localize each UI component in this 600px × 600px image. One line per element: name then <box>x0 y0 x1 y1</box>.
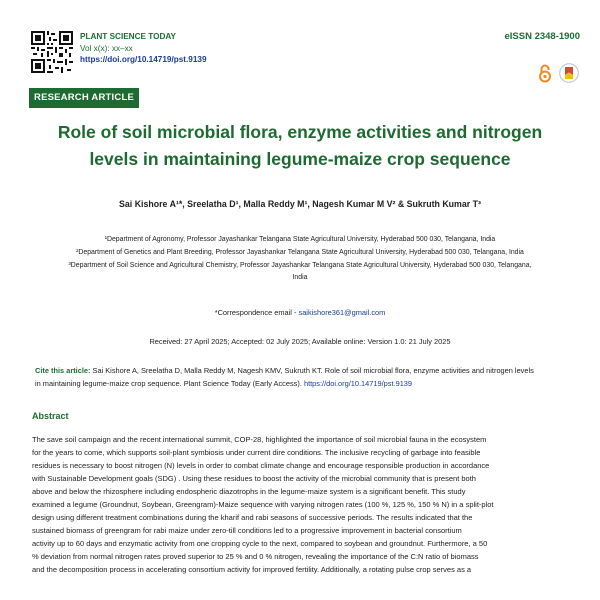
affiliation-item: ³Department of Soil Science and Agricultural Chemistry, Professor Jayashankar Telangana State Agricultural University, Hyderabad 500 030, Telangana, <box>68 261 532 269</box>
crossmark-icon[interactable] <box>559 63 579 83</box>
abstract-line: above and below the rhizosphere including endospheric diazotrophs in the legume-maize system is a significant benefit. This study <box>32 487 466 496</box>
abstract-line: and the decomposition process in accelerating consortium activity for improved fertility. Additionally, a rotating pulse crop serves as a <box>32 565 472 574</box>
title-line: Role of soil microbial flora, enzyme activities and nitrogen <box>57 122 543 142</box>
article-title <box>20 119 580 173</box>
cite-doi-link[interactable]: https://doi.org/10.14719/pst.9139 <box>303 378 413 388</box>
qr-code-icon <box>31 31 73 73</box>
eissn: eISSN 2348-1900 <box>504 31 580 42</box>
affiliation-item: India <box>292 274 308 282</box>
doi-link[interactable]: https://doi.org/10.14719/pst.9139 <box>80 55 207 64</box>
open-access-icon <box>537 63 553 83</box>
cite-label: Cite this article: <box>35 366 91 375</box>
correspondence-label: *Correspondence email - <box>214 308 297 317</box>
abstract-line: examined a legume (Groundnut, Soybean, Greengram)-Maize sequence with varying nitrogen rates (100 %, 125 %, 150 % N) in a split-plot <box>32 500 494 509</box>
title-line: levels in maintaining legume-maize crop sequence <box>89 149 511 169</box>
abstract-line: sustained biomass of greengram for rabi maize under zero-till conditions led to a progressive improvement in bacterial consortium <box>32 526 462 535</box>
affiliation-item: ¹Department of Agronomy, Professor Jayashankar Telangana State Agricultural University, Hyderabad 500 030, Telangana, India <box>104 236 496 243</box>
affiliations <box>20 234 580 285</box>
affiliation-item: ²Department of Genetics and Plant Breeding, Professor Jayashankar Telangana State Agricultural University, Hyderabad 500 030, Telangana, India <box>76 248 524 256</box>
abstract-line: residues is necessary to boost nitrogen (N) levels in order to combat climate change and encourage responsible production in accordance <box>32 461 490 470</box>
abstract-line: % deviation from normal nitrogen rates proved superior to 25 % and 0 % nitrogen, revealing the importance of the C:N ratio of biomass <box>32 552 479 561</box>
received-dates: Received: 27 April 2025; Accepted: 02 July 2025; Available online: Version 1.0: 21 July 2025 <box>149 337 451 346</box>
citation <box>35 365 565 390</box>
abstract-line: with Sustainable Development goals (SDG) . Using these residues to boost the activity of the microbial community that is present both <box>32 474 476 483</box>
abstract-line: activity up to 60 days and enzymatic activity from one cropping cycle to the next, compared to soybean and groundnut. Furthermore, a 50 <box>32 539 488 548</box>
abstract-line: for the years to come, which supports soil-plant symbiosis under current dire conditions. The inclusive recycling of garbage into feasible <box>32 448 481 457</box>
abstract-line: design using different treatment combinations during the kharif and rabi seasons of successive periods. The results indicated that the <box>32 513 473 522</box>
cite-text: Sai Kishore A, Sreelatha D, Malla Reddy M, Nagesh KMV, Sukruth KT. Role of soil microbial flora, enzyme activities and nitrogen levels <box>92 366 534 375</box>
correspondence <box>20 308 580 317</box>
journal-name: PLANT SCIENCE TODAY <box>80 32 176 41</box>
volume-info: Vol x(x): xx–xx <box>80 43 133 53</box>
abstract-body <box>32 433 583 576</box>
abstract-heading: Abstract <box>32 411 69 421</box>
author-list: Sai Kishore A¹*, Sreelatha D¹, Malla Reddy M¹, Nagesh Kumar M V² & Sukruth Kumar T³ <box>119 199 481 209</box>
correspondence-email[interactable]: saikishore361@gmail.com <box>298 308 386 317</box>
abstract-line: The save soil campaign and the recent international summit, COP-28, highlighted the importance of soil microbial fauna in the ecosystem <box>32 435 487 444</box>
journal-info <box>80 31 207 66</box>
cite-text: in maintaining legume-maize crop sequence. Plant Science Today (Early Access). <box>35 378 302 388</box>
article-type-badge: RESEARCH ARTICLE <box>29 88 139 108</box>
